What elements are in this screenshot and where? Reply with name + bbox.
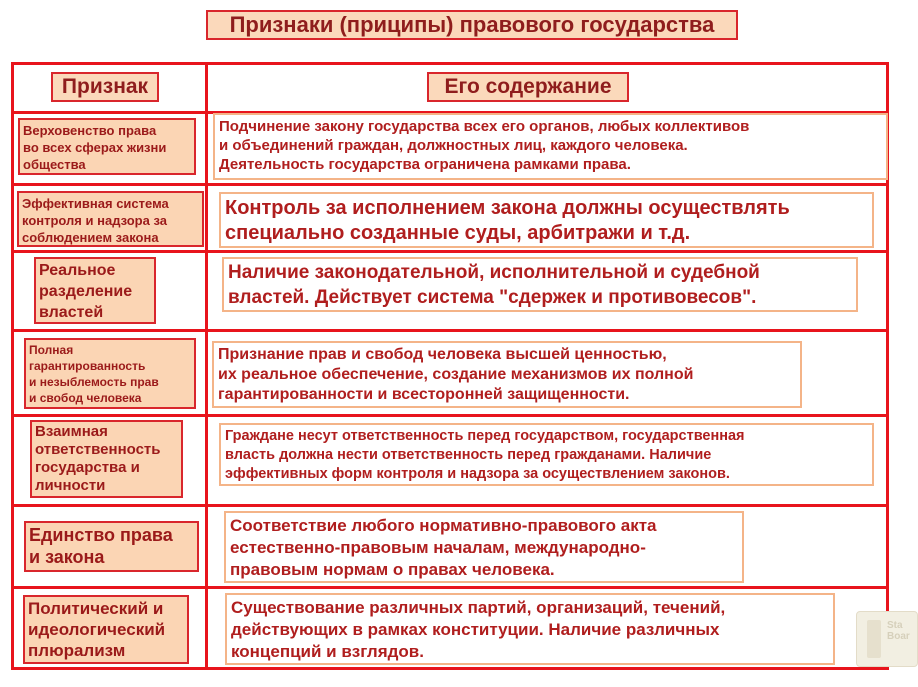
content-box [224,511,744,583]
feature-line: Полная [29,343,74,357]
content-line: эффективных форм контроля и надзора за осуществлением законов. [225,466,730,482]
content-line: их реальное обеспечение, создание механизмов их полной [218,366,694,383]
feature-line: и свобод человека [29,391,142,405]
feature-line: разделение [39,283,133,300]
content-line: Граждане несут ответственность перед государством, государственная [225,428,745,444]
logo-icon [867,620,881,658]
content-box [212,341,802,408]
content-box [219,423,874,486]
feature-line: властей [39,304,104,321]
content-line: правовым нормам о правах человека. [230,560,555,579]
content-line: гарантированности и всесторонней защищенности. [218,386,630,403]
feature-line: плюрализм [28,641,126,660]
feature-line: государства и [35,459,140,476]
feature-line: ответственность [35,441,161,458]
row-divider-3 [11,329,889,332]
content-line: концепций и взглядов. [231,642,424,661]
content-line: властей. Действует система "сдержек и противовесов". [228,287,757,308]
feature-line: Взаимная [35,423,108,440]
content-line: естественно-правовым началам, международно- [230,538,646,557]
feature-line: Единство права [29,525,173,545]
slide-title: Признаки (приципы) правового государства [206,10,738,40]
content-line: Деятельность государства ограничена рамками права. [219,156,631,173]
content-line: Признание прав и свобод человека высшей ценностью, [218,346,667,363]
feature-line: Реальное [39,262,116,279]
feature-line: гарантированность [29,359,146,373]
feature-label [18,118,196,175]
watermark-logo [856,611,918,667]
content-box [225,593,835,665]
feature-label [30,420,183,498]
column-divider [205,62,208,670]
content-line: и объединений граждан, должностных лиц, каждого человека. [219,137,688,154]
feature-line: во всех сферах жизни [23,140,167,155]
feature-line: и незыблемость прав [29,375,159,389]
row-divider-1 [11,183,889,186]
feature-line: общества [23,157,86,172]
feature-line: Верховенство права [23,123,157,138]
content-line: Существование различных партий, организаций, течений, [231,598,726,617]
feature-label [17,191,204,247]
content-line: власть должна нести ответственность перед гражданами. Наличие [225,447,712,463]
content-line: специально созданные суды, арбитражи и т.д. [225,222,691,244]
content-line: Контроль за исполнением закона должны осуществлять [225,197,790,219]
feature-line: Эффективная система [22,196,169,211]
watermark-line: Boar [887,631,910,642]
content-line: Наличие законодательной, исполнительной и судебной [228,262,760,283]
row-divider-6 [11,586,889,589]
feature-line: личности [35,477,106,494]
feature-label [24,338,196,409]
feature-label [24,521,199,572]
feature-label [34,257,156,324]
content-box [219,192,874,248]
row-divider-2 [11,250,889,253]
header-feature: Признак [51,72,159,102]
header-content: Его содержание [427,72,629,102]
row-divider-5 [11,504,889,507]
row-divider-4 [11,414,889,417]
content-line: Соответствие любого нормативно-правового акта [230,516,657,535]
content-box [222,257,858,312]
feature-label [23,595,189,664]
watermark-line: Sta [887,620,903,631]
feature-line: идеологический [28,620,166,639]
content-box [213,113,888,180]
feature-line: контроля и надзора за [22,213,167,228]
feature-line: и закона [29,547,105,567]
feature-line: Политический и [28,599,164,618]
feature-line: соблюдением закона [22,230,159,245]
content-line: Подчинение закону государства всех его органов, любых коллективов [219,118,750,135]
content-line: действующих в рамках конституции. Наличие различных [231,620,720,639]
